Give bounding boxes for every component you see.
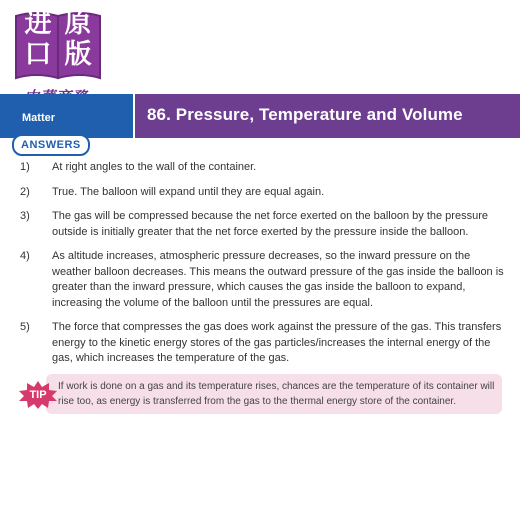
badge-char: 口 xyxy=(24,39,52,70)
tip-label: TIP xyxy=(29,389,47,401)
badge-char: 进 xyxy=(24,8,52,39)
tip-box xyxy=(46,374,502,414)
badge-char: 原 xyxy=(64,8,92,39)
answer-text: At right angles to the wall of the container. xyxy=(52,161,257,173)
answers-list xyxy=(20,160,510,376)
answer-number: 5) xyxy=(20,321,30,333)
answer-item xyxy=(20,209,510,240)
answer-text: True. The balloon will expand until they are equal again. xyxy=(52,185,325,198)
answer-number: 2) xyxy=(20,185,30,198)
answer-number: 1) xyxy=(20,161,30,173)
answer-number: 4) xyxy=(20,250,30,262)
badge-char: 版 xyxy=(64,39,92,70)
page-title: 86. Pressure, Temperature and Volume xyxy=(147,105,463,124)
tip-text: If work is done on a gas and its temperature rises, chances are the temperature of its container will rise too, as energy is transferred from the gas to the thermal energy store of the container. xyxy=(58,381,495,407)
answer-item xyxy=(20,160,510,176)
answer-number: 3) xyxy=(20,210,30,222)
answer-text: The gas will be compressed because the net force exerted on the balloon by the pressure outside is initially greater that the net force exerted by the pressure inside the balloon. xyxy=(52,210,488,238)
section-band xyxy=(0,94,133,138)
answer-item xyxy=(20,320,510,367)
answer-item xyxy=(20,185,510,201)
title-band xyxy=(135,94,520,138)
answer-text: The force that compresses the gas does work against the pressure of the gas. This transfers energy to the kinetic energy stores of the gas particles/increases the internal energy of the gas, which increases the temperature of the gas. xyxy=(52,321,502,364)
tip-badge xyxy=(18,380,58,410)
answer-item xyxy=(20,249,510,311)
section-label: Matter xyxy=(22,112,56,124)
answer-text: As altitude increases, atmospheric pressure decreases, so the inward pressure on the weather balloon decreases. This means the outward pressure of the gas inside the balloon is greater than the inward pressure, which causes the gas inside the balloon to expand, increasing the volume of the balloon until the pressures are equal. xyxy=(52,250,504,309)
import-edition-badge xyxy=(18,8,98,70)
answers-label: ANSWERS xyxy=(12,134,90,156)
